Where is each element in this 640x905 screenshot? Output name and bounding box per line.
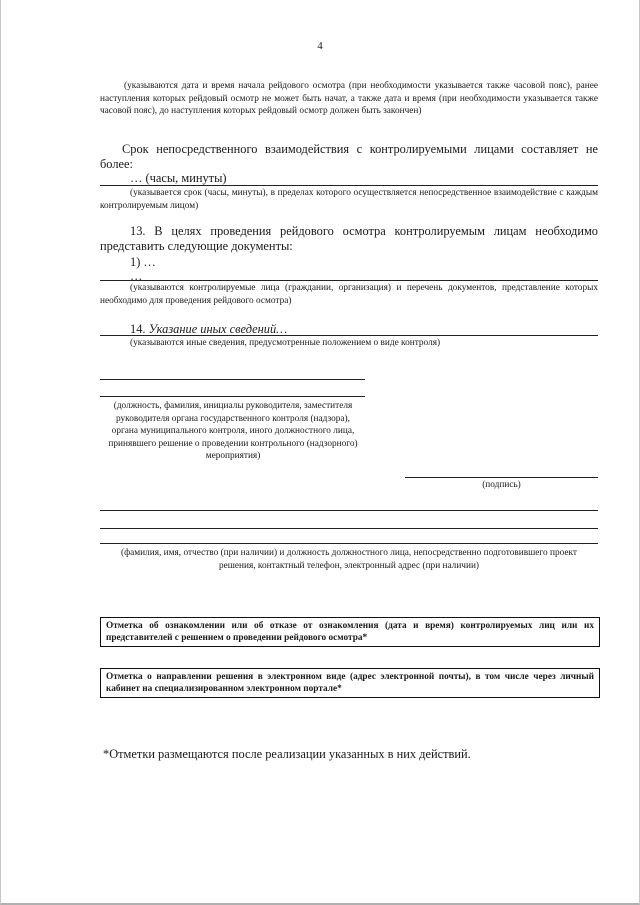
other-info-number: 14. bbox=[130, 322, 146, 336]
other-info-label: Указание иных сведений… bbox=[148, 322, 288, 336]
electronic-send-box: Отметка о направлении решения в электронном виде (адрес электронной почты), в том числе через личный кабинет на специализированном электронном портале* bbox=[100, 668, 600, 698]
preparer-line-3 bbox=[100, 543, 598, 544]
footnote: *Отметки размещаются после реализации указанных в них действий. bbox=[103, 747, 471, 761]
documents-item-2: … bbox=[130, 269, 143, 283]
other-info-line bbox=[100, 335, 598, 336]
signatory-line-2 bbox=[100, 396, 365, 397]
datetime-hint: (указываются дата и время начала рейдового осмотра (при необходимости указывается также часовой пояс), ранее наступления которых рейдовый осмотр не может быть начат, а также дата и время (при необходимости указывается также часовой пояс), до наступления которых рейдовый осмотр должен быть закончен) bbox=[100, 81, 598, 116]
preparer-hint: (фамилия, имя, отчество (при наличии) и должность должностного лица, непосредственно подготовившего проект решения, контактный телефон, электронный адрес (при наличии) bbox=[121, 548, 577, 571]
signatory-hint: (должность, фамилия, инициалы руководителя, заместителя руководителя органа государственного контроля (надзора), органа муниципального контроля, иного должностного лица, принявшего решение о проведении контрольного (надзорного) мероприятия) bbox=[108, 401, 358, 461]
documents-line bbox=[100, 280, 598, 281]
documents-hint: (указываются контролируемые лица (граждании, организация) и перечень документов, представление которых необходимо для проведения рейдового осмотра) bbox=[100, 283, 598, 306]
duration-text: Срок непосредственного взаимодействия с контролируемыми лицами составляет не более: bbox=[100, 142, 598, 171]
preparer-line-1 bbox=[100, 510, 598, 511]
signatory-line-1 bbox=[100, 379, 365, 380]
documents-item-1: 1) … bbox=[130, 255, 156, 269]
duration-value: … (часы, минуты) bbox=[130, 171, 227, 185]
documents-text: 13. В целях проведения рейдового осмотра контролируемым лицам необходимо представить следующие документы: bbox=[100, 224, 598, 253]
acquaintance-box: Отметка об ознакомлении или об отказе от ознакомления (дата и время) контролируемых лиц или их представителей с решением о проведении рейдового осмотра* bbox=[100, 617, 600, 647]
duration-line bbox=[100, 185, 598, 186]
signature-hint: (подпись) bbox=[482, 480, 521, 490]
duration-hint: (указывается срок (часы, минуты), в пределах которого осуществляется непосредственное взаимодействие с каждым контролируемым лицом) bbox=[100, 188, 598, 211]
page-number: 4 bbox=[317, 40, 323, 52]
signature-line bbox=[405, 477, 598, 478]
preparer-line-2 bbox=[100, 528, 598, 529]
other-info-hint: (указываются иные сведения, предусмотренные положением о виде контроля) bbox=[130, 338, 441, 348]
